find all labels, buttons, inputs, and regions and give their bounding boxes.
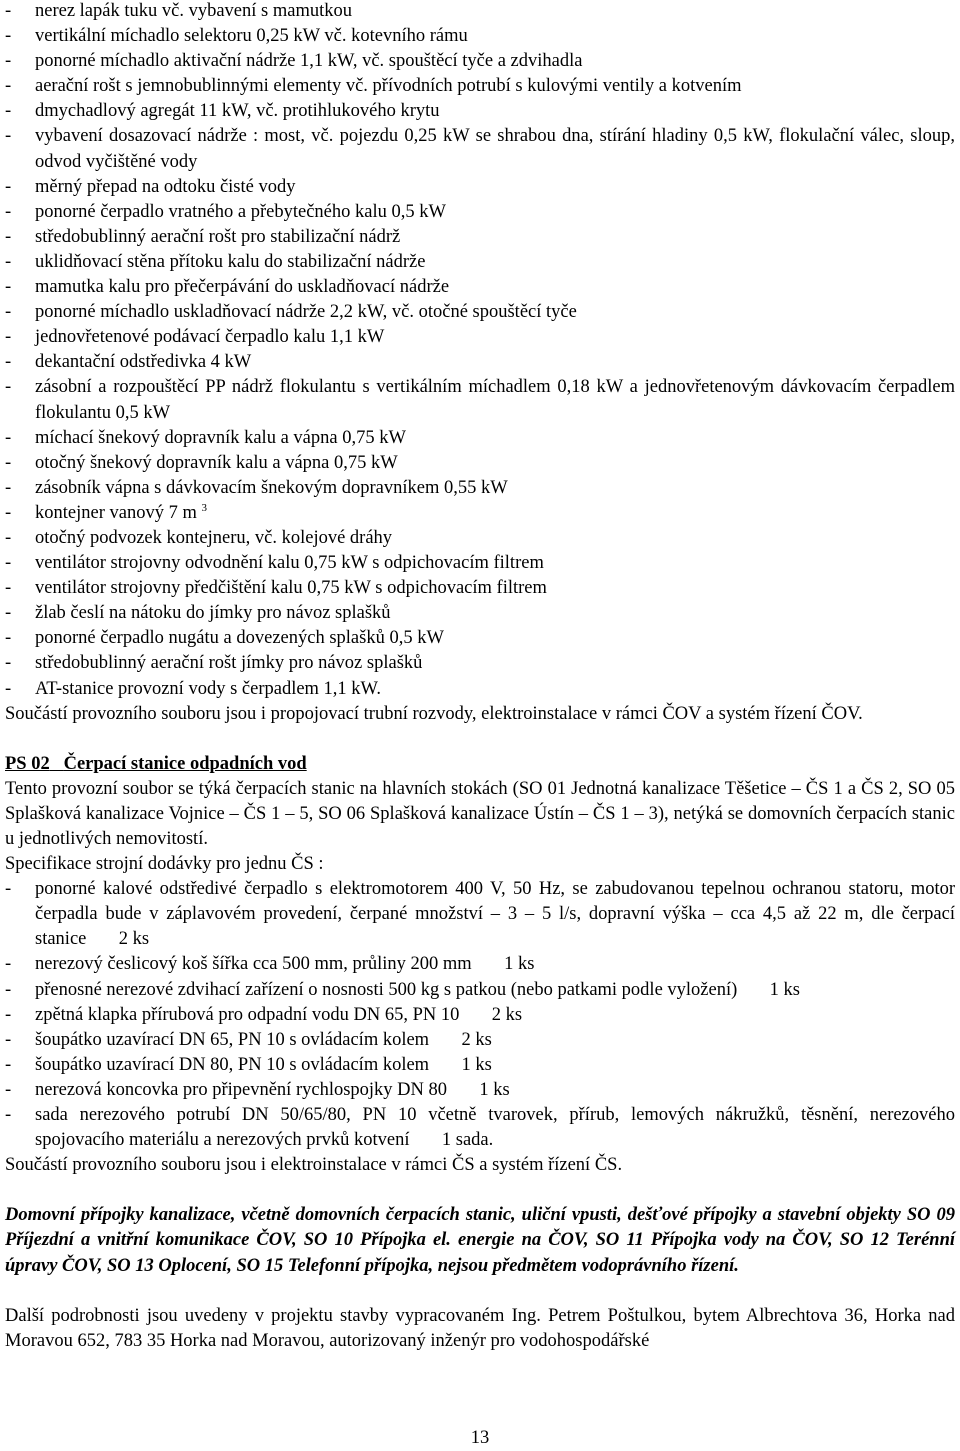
list-item: - nerez lapák tuku vč. vybavení s mamutkou [5, 1, 352, 21]
list-item-text: sada nerezového potrubí DN 50/65/80, PN 10 včetně tvarovek, přírub, lemových nákružků, těsnění, nerezového spojovacího materiálu a nerezových prvků kotvení [35, 1105, 955, 1151]
list-item-text: dmychadlový agregát 11 kW, vč. protihlukového krytu [35, 101, 440, 122]
superscript: 3 [201, 501, 207, 514]
list-item-text: AT-stanice provozní vody s čerpadlem 1,1 kW. [35, 678, 381, 699]
list-item-text: žlab česlí na nátoku do jímky pro návoz splašků [35, 603, 391, 624]
quantity: 1 ks [769, 979, 800, 1000]
page-number: 13 [470, 1428, 490, 1448]
list-item-text: uklidňovací stěna přítoku kalu do stabilizační nádrže [35, 251, 426, 272]
list-item: - dmychadlový agregát 11 kW, vč. protihlukového krytu [5, 101, 440, 122]
list-item-text: šoupátko uzavírací DN 65, PN 10 s ovládacím kolem [35, 1029, 430, 1050]
list-item-text: dekantační odstředivka 4 kW [35, 352, 252, 373]
list-item-text: ventilátor strojovny odvodnění kalu 0,75 kW s odpichovacím filtrem [35, 553, 544, 574]
list-item: - ventilátor strojovny odvodnění kalu 0,75 kW s odpichovacím filtrem [5, 553, 544, 574]
list-item: - mamutka kalu pro přečerpávání do uskladňovací nádrže [5, 277, 450, 298]
list-item-text: zásobní a rozpouštěcí PP nádrž flokulantu s vertikálním míchadlem 0,18 kW a jednovřetenovým dávkovacím čerpadlem flokulantu 0,5 kW [35, 377, 955, 423]
list-item-text: ponorné míchadlo uskladňovací nádrže 2,2 kW, vč. otočné spouštěcí tyče [35, 302, 577, 323]
quantity: 2 ks [491, 1004, 523, 1025]
list-item: - dekantační odstředivka 4 kW [5, 352, 252, 373]
list-item: - AT-stanice provozní vody s čerpadlem 1,1 kW. [5, 678, 381, 699]
equipment-list [5, 0, 955, 501]
list-item-text: míchací šnekový dopravník kalu a vápna 0,75 kW [35, 427, 406, 448]
quantity: 1 ks [461, 1054, 492, 1075]
paragraph-cs-summary: Součástí provozního souboru jsou i elektroinstalace v rámci ČS a systém řízení ČS. [5, 1155, 623, 1176]
list-item: - středobublinný aerační rošt jímky pro návoz splašků [5, 653, 423, 674]
list-item: - aerační rošt s jemnobublinnými elementy vč. přívodních potrubí s kulovými ventily a kotvením [5, 76, 742, 97]
list-item: - ponorné míchadlo aktivační nádrže 1,1 kW, vč. spouštěcí tyče a zdvihadla [5, 51, 583, 72]
list-item: - ponorné míchadlo uskladňovací nádrže 2,2 kW, vč. otočné spouštěcí tyče [5, 302, 577, 323]
list-item-text: zpětná klapka přírubová pro odpadní vodu DN 65, PN 10 [35, 1004, 460, 1025]
quantity: 1 ks [479, 1079, 510, 1100]
list-item: - žlab česlí na nátoku do jímky pro návoz splašků [5, 603, 391, 624]
spec-list [5, 877, 955, 1153]
list-item: - zpětná klapka přírubová pro odpadní vodu DN 65, PN 10 2 ks [5, 1003, 955, 1028]
list-item-text: ponorné čerpadlo nugátu a dovezených splašků 0,5 kW [35, 628, 444, 649]
list-item-text: středobublinný aerační rošt pro stabilizační nádrž [35, 226, 401, 247]
list-item: - šoupátko uzavírací DN 65, PN 10 s ovládacím kolem 2 ks [5, 1028, 955, 1053]
quantity: 2 ks [118, 929, 150, 950]
list-item-text: nerez lapák tuku vč. vybavení s mamutkou [35, 1, 352, 21]
list-item-text: vertikální míchadlo selektoru 0,25 kW vč. kotevního rámu [35, 26, 468, 47]
list-item: - ventilátor strojovny předčištění kalu 0,75 kW s odpichovacím filtrem [5, 578, 547, 599]
list-item: - přenosné nerezové zdvihací zařízení o nosnosti 500 kg s patkou (nebo patkami podle vyložení) 1 ks [5, 978, 955, 1003]
section-title: Čerpací stanice odpadních vod [63, 753, 307, 774]
list-item-text: zásobník vápna s dávkovacím šnekovým dopravníkem 0,55 kW [35, 477, 508, 498]
list-item: - měrný přepad na odtoku čisté vody [5, 176, 296, 197]
equipment-list-continued [5, 526, 955, 702]
list-item: - vertikální míchadlo selektoru 0,25 kW vč. kotevního rámu [5, 26, 468, 47]
quantity: 2 ks [461, 1029, 492, 1050]
list-item: - šoupátko uzavírací DN 80, PN 10 s ovládacím kolem 1 ks [5, 1053, 955, 1078]
list-item-text: otočný šnekový dopravník kalu a vápna 0,75 kW [35, 452, 398, 473]
list-item-text: ponorné míchadlo aktivační nádrže 1,1 kW, vč. spouštěcí tyče a zdvihadla [35, 51, 583, 72]
list-item-text: vybavení dosazovací nádrže : most, vč. pojezdu 0,25 kW se shrabou dna, stírání hladiny 0,5 kW, flokulační válec, sloup, odvod vyčištěné vody [35, 126, 955, 172]
list-item: - zásobní a rozpouštěcí PP nádrž flokulantu s vertikálním míchadlem 0,18 kW a jednovřetenovým dávkovacím čerpadlem flokulantu 0,5 kW [5, 377, 955, 423]
list-item: - ponorné čerpadlo vratného a přebytečného kalu 0,5 kW [5, 201, 446, 222]
list-item: - jednovřetenové podávací čerpadlo kalu 1,1 kW [5, 327, 385, 348]
list-item: - otočný podvozek kontejneru, vč. kolejové dráhy [5, 527, 393, 548]
list-item-text: ponorné čerpadlo vratného a přebytečného kalu 0,5 kW [35, 201, 446, 222]
list-item: - kontejner vanový 7 m $^3$ [5, 501, 207, 523]
quantity: 1 ks [504, 954, 535, 975]
list-item: - ponorné čerpadlo nugátu a dovezených splašků 0,5 kW [5, 628, 444, 649]
list-item: - ponorné kalové odstředivé čerpadlo s elektromotorem 400 V, 50 Hz, se zabudovanou tepelnou ochranou statoru, motor čerpadla bude v záplavovém provedení, čerpané množství – 3 – 5 l/s, dopravní výška – cca 4,5 až 22 m, dle čerpací stanice 2 ks [5, 877, 955, 952]
list-item-text: jednovřetenové podávací čerpadlo kalu 1,1 kW [35, 327, 385, 348]
paragraph-ps02-description: Tento provozní soubor se týká čerpacích stanic na hlavních stokách (SO 01 Jednotná kanalizace Těšetice – ČS 1 a ČS 2, SO 05 Splašková kanalizace Vojnice – ČS 1 – 5, SO 06 Splašková kanalizace Ústín – ČS 1 – 3), netýká se domovních čerpacích stanic u jednotlivých nemovitostí. [5, 778, 955, 849]
list-item: - míchací šnekový dopravník kalu a vápna 0,75 kW [5, 427, 406, 448]
paragraph-exclusions: Domovní přípojky kanalizace, včetně domovních čerpacích stanic, uliční vpusti, dešťové přípojky a stavební objekty SO 09 Příjezdní a vnitřní komunikace ČOV, SO 10 Přípojka el. energie na ČOV, SO 11 Přípojka vody na ČOV, SO 12 Terénní úpravy ČOV, SO 13 Oplocení, SO 15 Telefonní přípojka, nejsou předmětem vodoprávního řízení. [5, 1205, 955, 1276]
list-item: - zásobník vápna s dávkovacím šnekovým dopravníkem 0,55 kW [5, 477, 508, 498]
list-item-text: aerační rošt s jemnobublinnými elementy vč. přívodních potrubí s kulovými ventily a kotvením [35, 76, 742, 97]
spec-intro: Specifikace strojní dodávky pro jednu ČS : [5, 854, 324, 875]
list-item: - středobublinný aerační rošt pro stabilizační nádrž [5, 226, 401, 247]
list-item-text: ponorné kalové odstředivé čerpadlo s elektromotorem 400 V, 50 Hz, se zabudovanou tepelnou ochranou statoru, motor čerpadla bude v záplavovém provedení, čerpané množství – 3 – 5 l/s, dopravní výška – cca 4,5 až 22 m, dle čerpací stanice [35, 879, 955, 950]
document-page [5, 0, 955, 1354]
section-heading-ps02 [5, 752, 955, 777]
list-item: - otočný šnekový dopravník kalu a vápna 0,75 kW [5, 452, 398, 473]
paragraph-further-details: Další podrobnosti jsou uvedeny v projektu stavby vypracovaném Ing. Petrem Poštulkou, bytem Albrechtova 36, Horka nad Moravou 652, 783 35 Horka nad Moravou, autorizovaný inženýr pro vodohospodářské [5, 1305, 955, 1351]
list-item-text: nerezový česlicový koš šířka cca 500 mm, průliny 200 mm [35, 954, 472, 975]
list-item-text: nerezová koncovka pro připevnění rychlospojky DN 80 [35, 1079, 448, 1100]
list-item: - nerezový česlicový koš šířka cca 500 mm, průliny 200 mm 1 ks [5, 952, 955, 977]
list-item-text: středobublinný aerační rošt jímky pro návoz splašků [35, 653, 423, 674]
quantity: 1 sada. [441, 1130, 494, 1151]
list-item: - vybavení dosazovací nádrže : most, vč. pojezdu 0,25 kW se shrabou dna, stírání hladiny 0,5 kW, flokulační válec, sloup, odvod vyčištěné vody [5, 126, 955, 172]
list-item-text: přenosné nerezové zdvihací zařízení o nosnosti 500 kg s patkou (nebo patkami podle vyložení) [35, 979, 738, 1000]
list-item-text: otočný podvozek kontejneru, vč. kolejové dráhy [35, 527, 393, 548]
list-item-text: kontejner vanový 7 m [35, 502, 197, 523]
list-item-text: mamutka kalu pro přečerpávání do uskladňovací nádrže [35, 277, 450, 298]
list-item: - nerezová koncovka pro připevnění rychlospojky DN 80 1 ks [5, 1078, 955, 1103]
list-item: - uklidňovací stěna přítoku kalu do stabilizační nádrže [5, 251, 426, 272]
paragraph-cov-summary: Součástí provozního souboru jsou i propojovací trubní rozvody, elektroinstalace v rámci ČOV a systém řízení ČOV. [5, 703, 863, 724]
list-item: - sada nerezového potrubí DN 50/65/80, PN 10 včetně tvarovek, přírub, lemových nákružků, těsnění, nerezového spojovacího materiálu a nerezových prvků kotvení 1 sada. [5, 1103, 955, 1153]
list-item-text: šoupátko uzavírací DN 80, PN 10 s ovládacím kolem [35, 1054, 430, 1075]
section-code: PS 02 [5, 753, 50, 774]
list-item-text: měrný přepad na odtoku čisté vody [35, 176, 296, 197]
list-item-text: ventilátor strojovny předčištění kalu 0,75 kW s odpichovacím filtrem [35, 578, 547, 599]
